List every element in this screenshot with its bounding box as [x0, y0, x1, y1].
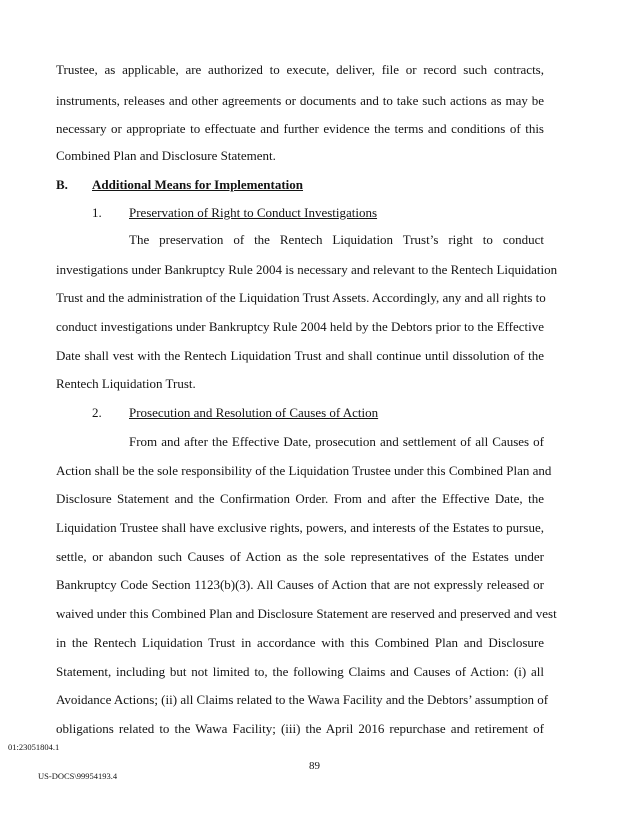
subsection-2-title: Prosecution and Resolution of Causes of Action: [129, 405, 379, 420]
intro-line-3: necessary or appropriate to effectuate and further evidence the terms and conditions of this: [56, 121, 544, 136]
subsection-1-line-1: The preservation of the Rentech Liquidation Trust’s right to conduct: [129, 232, 544, 247]
intro-line-1: Trustee, as applicable, are authorized to execute, deliver, file or record such contracts,: [56, 62, 544, 77]
section-b-letter: B.: [56, 177, 68, 192]
footer-doc-id-2: US-DOCS\99954193.4: [38, 771, 118, 781]
subsection-2-line-8: in the Rentech Liquidation Trust in accordance with this Combined Plan and Disclosure: [56, 635, 544, 650]
section-b-title: Additional Means for Implementation: [92, 177, 304, 192]
subsection-2-number: 2.: [92, 405, 102, 420]
subsection-2-line-1: From and after the Effective Date, prosecution and settlement of all Causes of: [129, 434, 544, 449]
intro-line-2: instruments, releases and other agreements or documents and to take such actions as may be: [56, 93, 544, 108]
subsection-2-line-4: Liquidation Trustee shall have exclusive rights, powers, and interests of the Estates to pursue,: [56, 520, 544, 535]
subsection-1-line-4: conduct investigations under Bankruptcy Rule 2004 held by the Debtors prior to the Effective: [56, 319, 544, 334]
subsection-1-title: Preservation of Right to Conduct Investigations: [129, 205, 378, 220]
subsection-1-number: 1.: [92, 205, 102, 220]
subsection-2-line-7: waived under this Combined Plan and Disclosure Statement are reserved and preserved and vest: [56, 606, 557, 621]
subsection-2-line-9: Statement, including but not limited to, the following Claims and Causes of Action: (i) all: [56, 664, 544, 679]
subsection-1-line-3: Trust and the administration of the Liquidation Trust Assets. Accordingly, any and all rights to: [56, 290, 546, 305]
subsection-1-line-6: Rentech Liquidation Trust.: [56, 376, 196, 391]
intro-line-4: Combined Plan and Disclosure Statement.: [56, 148, 276, 163]
subsection-2-line-11: obligations related to the Wawa Facility; (iii) the April 2016 repurchase and retirement of: [56, 721, 544, 736]
subsection-2-line-3: Disclosure Statement and the Confirmation Order. From and after the Effective Date, the: [56, 491, 544, 506]
page-number: 89: [309, 760, 320, 772]
subsection-2-line-5: settle, or abandon such Causes of Action as the sole representatives of the Estates under: [56, 549, 544, 564]
subsection-1-line-2: investigations under Bankruptcy Rule 2004 is necessary and relevant to the Rentech Liquidation: [56, 262, 558, 277]
footer-doc-id-1: 01:23051804.1: [8, 742, 60, 752]
subsection-1-line-5: Date shall vest with the Rentech Liquidation Trust and shall continue until dissolution of the: [56, 348, 544, 363]
subsection-2-line-2: Action shall be the sole responsibility of the Liquidation Trustee under this Combined Plan and: [56, 463, 552, 478]
subsection-2-line-6: Bankruptcy Code Section 1123(b)(3). All Causes of Action that are not expressly released or: [56, 577, 544, 592]
subsection-2-line-10: Avoidance Actions; (ii) all Claims related to the Wawa Facility and the Debtors’ assumption of: [56, 692, 549, 707]
